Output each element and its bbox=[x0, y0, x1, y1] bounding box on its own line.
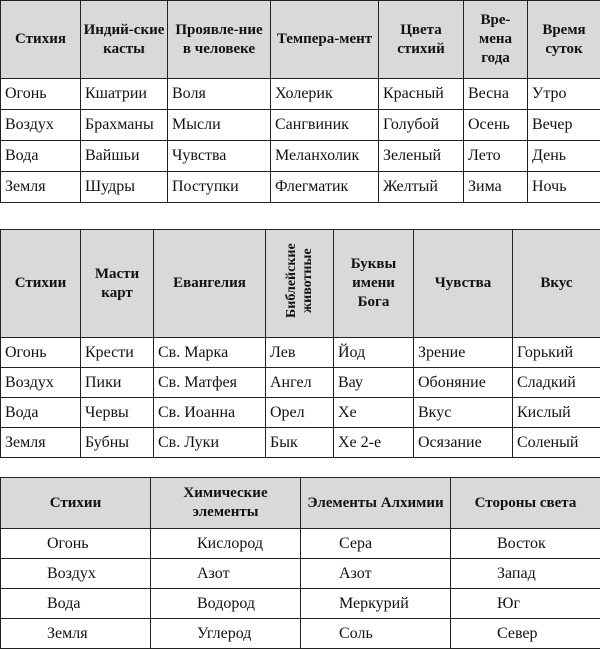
header-cell: Цвета стихий bbox=[379, 1, 464, 79]
header-cell: Стихия bbox=[1, 1, 81, 79]
header-cell: Евангелия bbox=[154, 230, 266, 338]
table-row bbox=[1, 529, 600, 559]
table-cell: Мысли bbox=[168, 110, 271, 141]
table-cell: Осень bbox=[464, 110, 528, 141]
header-cell: Темпера-мент bbox=[271, 1, 379, 79]
table-cell: Земля bbox=[1, 619, 151, 649]
table-row bbox=[1, 589, 600, 619]
header-cell: Стороны света bbox=[451, 478, 600, 529]
table-cell: Св. Луки bbox=[154, 428, 266, 458]
table-row bbox=[1, 619, 600, 649]
header-cell: Стихии bbox=[1, 230, 81, 338]
header-cell: Проявле-ние в человеке bbox=[168, 1, 271, 79]
table-cell: Бык bbox=[266, 428, 334, 458]
table-cell: Юг bbox=[451, 589, 600, 619]
table-cell: Соленый bbox=[513, 428, 600, 458]
header-cell: Вкус bbox=[513, 230, 600, 338]
table-cell: Вкус bbox=[414, 398, 513, 428]
table-cell: Холерик bbox=[271, 79, 379, 110]
table-cell: Вода bbox=[1, 398, 81, 428]
table-row bbox=[1, 79, 600, 110]
table-cell: Вода bbox=[1, 141, 81, 172]
table-cell: Меркурий bbox=[301, 589, 451, 619]
table-cell: Обоняние bbox=[414, 368, 513, 398]
table-cell: Поступки bbox=[168, 172, 271, 203]
table-cell: Лето bbox=[464, 141, 528, 172]
table-cell: Вайшьи bbox=[81, 141, 168, 172]
header-cell: Химические элементы bbox=[151, 478, 301, 529]
table-cell: Хе 2-е bbox=[334, 428, 414, 458]
table-cell: День bbox=[528, 141, 600, 172]
table-cell: Углерод bbox=[151, 619, 301, 649]
table-cell: Огонь bbox=[1, 79, 81, 110]
header-cell: Масти карт bbox=[81, 230, 154, 338]
table-cell: Огонь bbox=[1, 338, 81, 368]
header-cell: Стихии bbox=[1, 478, 151, 529]
table-cell: Голубой bbox=[379, 110, 464, 141]
table-cell: Азот bbox=[301, 559, 451, 589]
table-cell: Водород bbox=[151, 589, 301, 619]
table-header-row bbox=[1, 478, 600, 529]
table-cell: Св. Матфея bbox=[154, 368, 266, 398]
table-cell: Вечер bbox=[528, 110, 600, 141]
header-cell: Чувства bbox=[414, 230, 513, 338]
table-cell: Бубны bbox=[81, 428, 154, 458]
table-cell: Шудры bbox=[81, 172, 168, 203]
table-cell: Воздух bbox=[1, 110, 81, 141]
table-cell: Флегматик bbox=[271, 172, 379, 203]
table-cell: Крести bbox=[81, 338, 154, 368]
table-cell: Азот bbox=[151, 559, 301, 589]
table-cell: Ночь bbox=[528, 172, 600, 203]
table-cell: Орел bbox=[266, 398, 334, 428]
header-cell: Элементы Алхимии bbox=[301, 478, 451, 529]
table-cell: Сладкий bbox=[513, 368, 600, 398]
table-row bbox=[1, 110, 600, 141]
table-cell: Сера bbox=[301, 529, 451, 559]
table-row bbox=[1, 428, 600, 458]
table-cell: Запад bbox=[451, 559, 600, 589]
table-cell: Север bbox=[451, 619, 600, 649]
table-cell: Осязание bbox=[414, 428, 513, 458]
table-cell: Вау bbox=[334, 368, 414, 398]
header-cell: Буквы имени Бога bbox=[334, 230, 414, 338]
elements-table-2 bbox=[0, 229, 600, 458]
header-cell: Время суток bbox=[528, 1, 600, 79]
table-row bbox=[1, 141, 600, 172]
table-cell: Йод bbox=[334, 338, 414, 368]
table-cell: Горький bbox=[513, 338, 600, 368]
table-cell: Воздух bbox=[1, 368, 81, 398]
table-cell: Ангел bbox=[266, 368, 334, 398]
table-cell: Зеленый bbox=[379, 141, 464, 172]
table-cell: Кислый bbox=[513, 398, 600, 428]
table-cell: Соль bbox=[301, 619, 451, 649]
elements-table-3 bbox=[0, 477, 600, 649]
table-cell: Воздух bbox=[1, 559, 151, 589]
table-row bbox=[1, 172, 600, 203]
table-cell: Огонь bbox=[1, 529, 151, 559]
table-cell: Св. Марка bbox=[154, 338, 266, 368]
table-header-row bbox=[1, 230, 600, 338]
table-row bbox=[1, 338, 600, 368]
table-cell: Червы bbox=[81, 398, 154, 428]
table-cell: Утро bbox=[528, 79, 600, 110]
table-cell: Восток bbox=[451, 529, 600, 559]
table-row bbox=[1, 398, 600, 428]
header-cell: Индий-ские касты bbox=[81, 1, 168, 79]
table-cell: Воля bbox=[168, 79, 271, 110]
table-cell: Сангвиник bbox=[271, 110, 379, 141]
table-cell: Красный bbox=[379, 79, 464, 110]
table-row bbox=[1, 559, 600, 589]
table-cell: Брахманы bbox=[81, 110, 168, 141]
table-cell: Св. Иоанна bbox=[154, 398, 266, 428]
elements-table-1 bbox=[0, 0, 600, 203]
table-cell: Желтый bbox=[379, 172, 464, 203]
table-cell: Чувства bbox=[168, 141, 271, 172]
table-cell: Пики bbox=[81, 368, 154, 398]
table-cell: Кшатрии bbox=[81, 79, 168, 110]
table-cell: Кислород bbox=[151, 529, 301, 559]
header-cell: Вре-мена года bbox=[464, 1, 528, 79]
table-cell: Весна bbox=[464, 79, 528, 110]
table-header-row bbox=[1, 1, 600, 79]
table-cell: Земля bbox=[1, 428, 81, 458]
header-cell-vertical bbox=[266, 230, 334, 338]
table-cell: Вода bbox=[1, 589, 151, 619]
table-cell: Зима bbox=[464, 172, 528, 203]
table-cell: Меланхолик bbox=[271, 141, 379, 172]
vertical-header-text: Библейские животные bbox=[284, 230, 316, 335]
table-cell: Лев bbox=[266, 338, 334, 368]
table-cell: Хе bbox=[334, 398, 414, 428]
table-row bbox=[1, 368, 600, 398]
table-cell: Зрение bbox=[414, 338, 513, 368]
table-cell: Земля bbox=[1, 172, 81, 203]
